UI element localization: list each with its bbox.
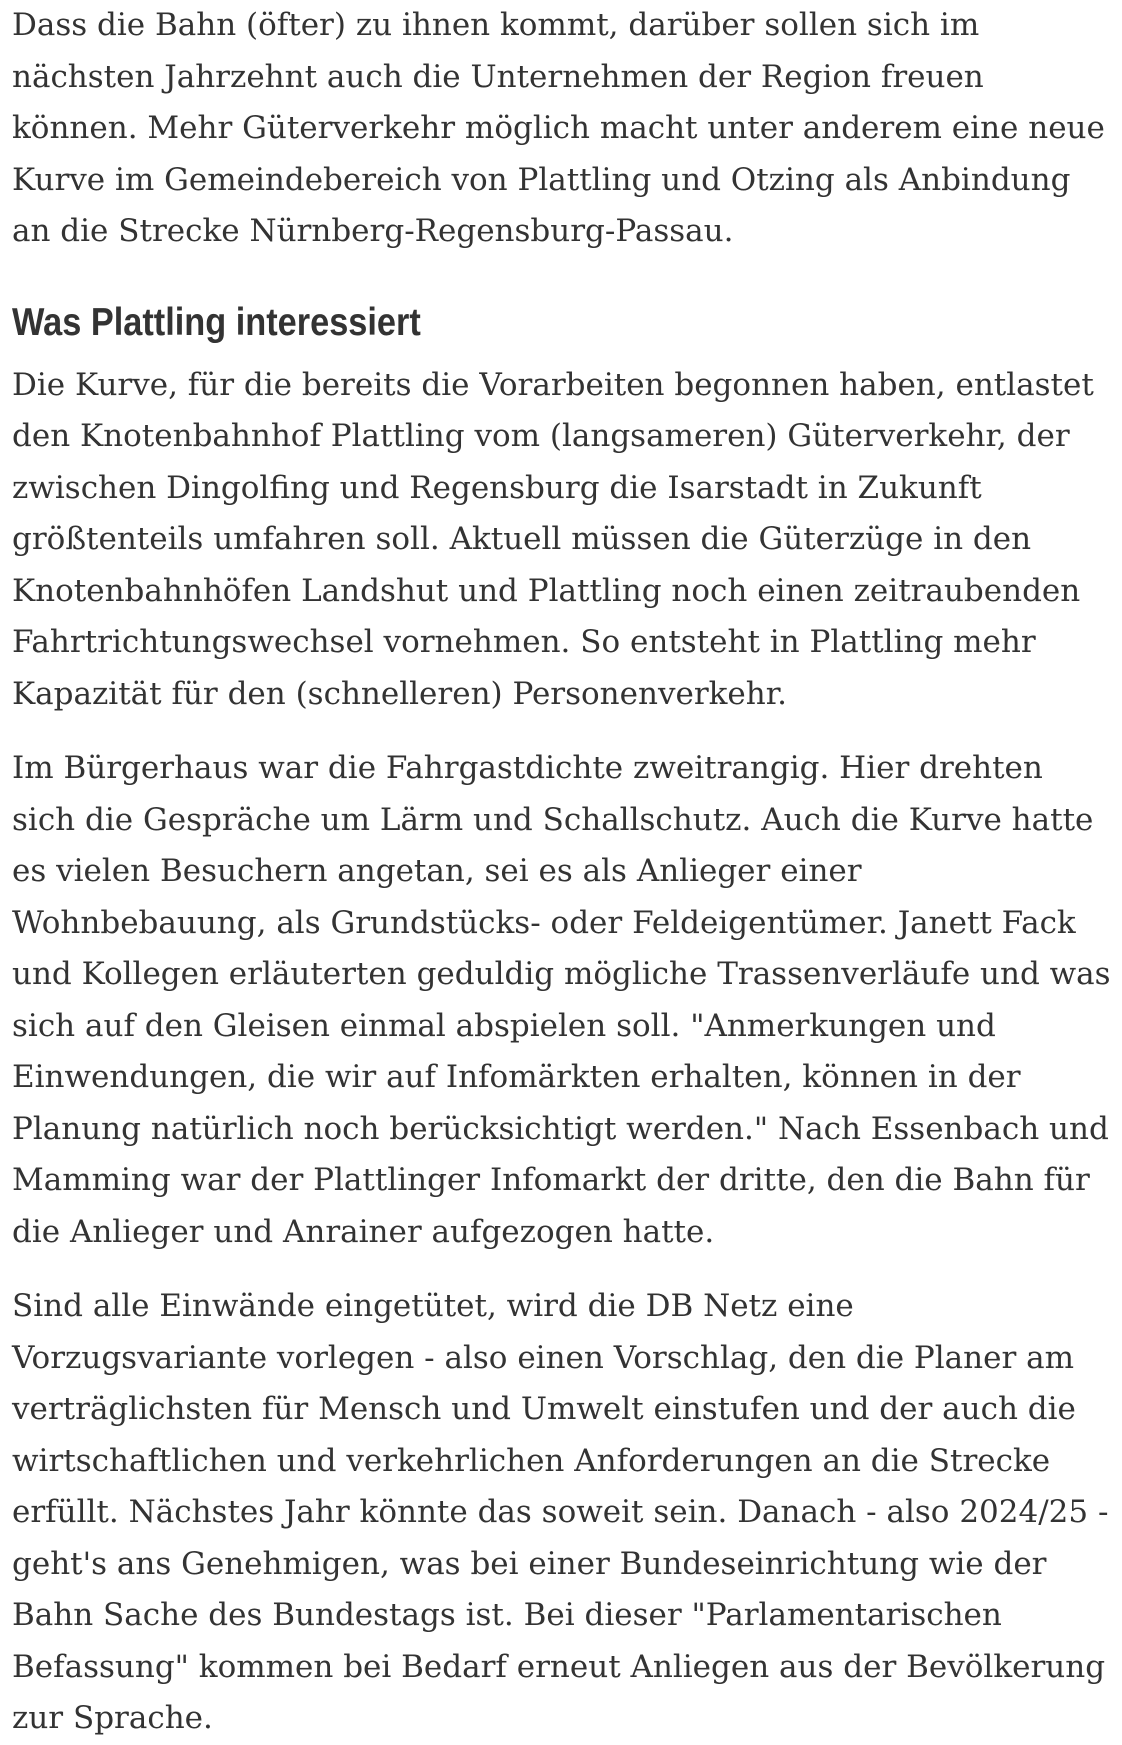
paragraph-buergerhaus: Im Bürgerhaus war die Fahrgastdichte zweitrangig. Hier drehten sich die Gespräche um Lärm und Schallschutz. Auch die Kurve hatte es vielen Besuchern angetan, sei es als Anlieger einer Wohnbebauung, als Grundstücks- oder Feldeigentümer. Janett Fack und Kollegen erläuterten geduldig mögliche Trassenverläufe und was sich auf den Gleisen einmal abspielen soll. "Anmerkungen und Einwendungen, die wir auf Infomärkten erhalten, können in der Planung natürlich noch berücksichtigt werden." Nach Essenbach und Mamming war der Plattlinger Infomarkt der dritte, den die Bahn für die Anlieger und Anrainer aufgezogen hatte. (12, 750, 1111, 1250)
paragraph-einwaende: Sind alle Einwände eingetütet, wird die DB Netz eine Vorzugsvariante vorlegen - also einen Vorschlag, den die Planer am verträglichsten für Mensch und Umwelt einstufen und der auch die wirtschaftlichen und verkehrlichen Anforderungen an die Strecke erfüllt. Nächstes Jahr könnte das soweit sein. Danach - also 2024/25 - geht's ans Genehmigen, was bei einer Bundeseinrichtung wie der Bahn Sache des Bundestags ist. Bei dieser "Parlamentarischen Befassung" kommen bei Bedarf erneut Anliegen aus der Bevölkerung zur Sprache. (12, 1288, 1109, 1736)
paragraph-kurve: Die Kurve, für die bereits die Vorarbeiten begonnen haben, entlastet den Knotenbahnhof Plattling vom (langsameren) Güterverkehr, der zwischen Dingolfing und Regensburg die Isarstadt in Zukunft größtenteils umfahren soll. Aktuell müssen die Güterzüge in den Knotenbahnhöfen Landshut und Plattling noch einen zeitraubenden Fahrtrichtungswechsel vornehmen. So entsteht in Plattling mehr Kapazität für den (schnelleren) Personenverkehr. (12, 366, 1094, 712)
article-body (12, 0, 1112, 1745)
section-heading: Was Plattling interessiert (12, 300, 421, 344)
paragraph-intro: Dass die Bahn (öfter) zu ihnen kommt, darüber sollen sich im nächsten Jahrzehnt auch die Unternehmen der Region freuen können. Mehr Güterverkehr möglich macht unter anderem eine neue Kurve im Gemeindebereich von Plattling und Otzing als Anbindung an die Strecke Nürnberg-Regensburg-Passau. (12, 7, 1105, 249)
